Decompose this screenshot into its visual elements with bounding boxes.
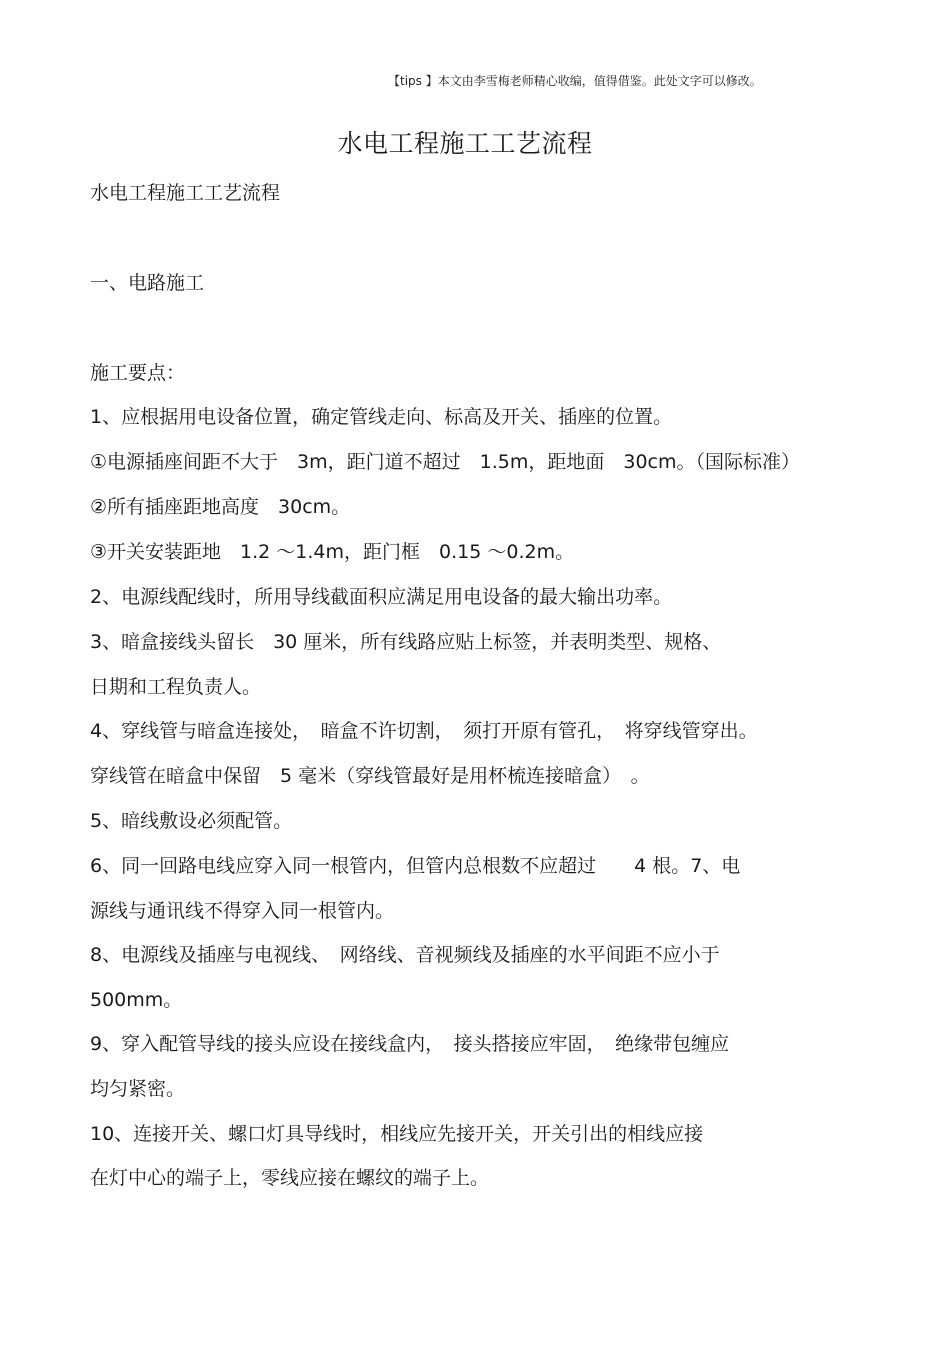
paragraph-line: 5、暗线敷设必须配管。 [90,810,293,832]
paragraph-line: 10、连接开关、螺口灯具导线时，相线应先接开关，开关引出的相线应接 [90,1123,704,1145]
paragraph-line: 1、应根据用电设备位置，确定管线走向、标高及开关、插座的位置。 [90,406,673,428]
paragraph-line: 4、穿线管与暗盒连接处， 暗盒不许切割， 须打开原有管孔， 将穿线管穿出。 [90,720,758,742]
paragraph-line: ①电源插座间距不大于 3m，距门道不超过 1.5m，距地面 30cm。（国际标准） [90,451,800,473]
section-heading: 一、电路施工 [90,272,205,294]
paragraph-line: 6、同一回路电线应穿入同一根管内，但管内总根数不应超过 4 根。7、电 [90,855,741,877]
document-subtitle: 水电工程施工工艺流程 [90,182,281,204]
paragraph-line: 500mm。 [90,989,183,1011]
paragraph-line: 均匀紧密。 [90,1078,186,1100]
paragraph-line: 9、穿入配管导线的接头应设在接线盒内， 接头搭接应牢固， 绝缘带包缠应 [90,1033,730,1055]
page-title: 水电工程施工工艺流程 [337,129,593,158]
paragraph-line: 源线与通讯线不得穿入同一根管内。 [90,900,395,922]
points-label: 施工要点： [90,362,186,384]
paragraph-line: ③开关安装距地 1.2 ～1.4m，距门框 0.15 ～0.2m。 [90,541,575,563]
paragraph-line: ②所有插座距地高度 30cm。 [90,496,351,518]
paragraph-line: 在灯中心的端子上，零线应接在螺纹的端子上。 [90,1167,490,1189]
paragraph-line: 2、电源线配线时，所用导线截面积应满足用电设备的最大输出功率。 [90,586,673,608]
tips-note: 【tips 】本文由李雪梅老师精心收编，值得借鉴。此处文字可以修改。 [388,74,762,88]
paragraph-line: 日期和工程负责人。 [90,676,262,698]
paragraph-line: 3、暗盒接线头留长 30 厘米，所有线路应贴上标签，并表明类型、规格、 [90,631,722,653]
paragraph-line: 穿线管在暗盒中保留 5 毫米（穿线管最好是用杯梳连接暗盒） 。 [90,765,650,787]
paragraph-line: 8、电源线及插座与电视线、 网络线、音视频线及插座的水平间距不应小于 [90,944,720,966]
